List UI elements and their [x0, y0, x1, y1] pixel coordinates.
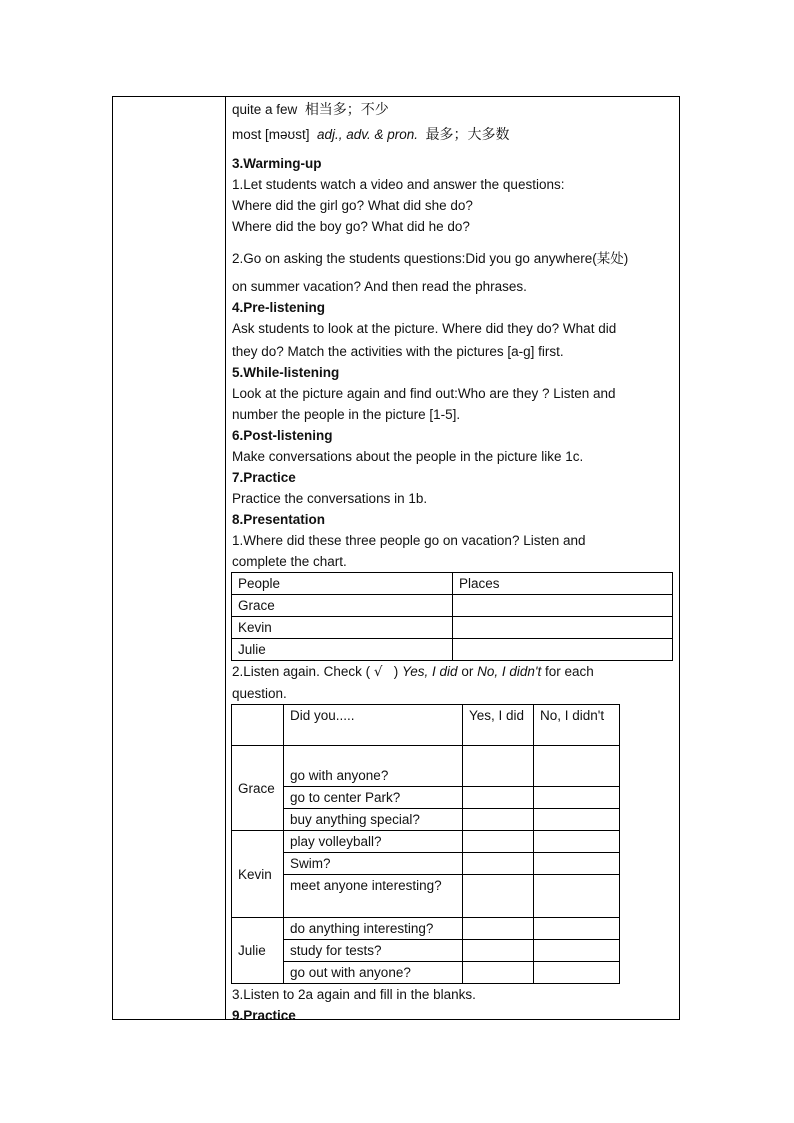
question-cell: go with anyone?: [284, 746, 463, 787]
text-line: Ask students to look at the picture. Where did they do? What did: [232, 321, 617, 336]
person-cell: Julie: [232, 639, 453, 661]
table-row: [232, 918, 620, 940]
group-name-cell: Kevin: [232, 831, 284, 918]
header-cell: Did you.....: [284, 705, 463, 746]
places-cell[interactable]: [453, 595, 673, 617]
yes-cell[interactable]: [463, 962, 534, 984]
no-cell[interactable]: [534, 853, 620, 875]
vocab-word: most: [232, 127, 262, 142]
table-row: [232, 746, 620, 787]
text-line: Make conversations about the people in the picture like 1c.: [232, 449, 584, 464]
text-fragment: for each: [544, 664, 594, 679]
vocab-pos: adj., adv. & pron.: [316, 127, 419, 142]
no-cell[interactable]: [534, 918, 620, 940]
text-line: 2.Go on asking the students questions:Did you go anywhere(某处): [232, 251, 629, 266]
table-row: [232, 940, 620, 962]
question-cell: Swim?: [284, 853, 463, 875]
no-cell[interactable]: [534, 962, 620, 984]
text-line: Look at the picture again and find out:Who are they ? Listen and: [232, 386, 616, 401]
question-cell: do anything interesting?: [284, 918, 463, 940]
question-cell: go out with anyone?: [284, 962, 463, 984]
person-cell: Kevin: [232, 617, 453, 639]
vocab-meaning: 最多；大多数: [425, 127, 510, 143]
table-row: [232, 705, 620, 746]
yes-cell[interactable]: [463, 918, 534, 940]
vocab-most: [232, 124, 676, 146]
places-cell[interactable]: [453, 617, 673, 639]
question-cell: meet anyone interesting?: [284, 875, 463, 918]
text-fragment: 2.Listen again. Check (: [232, 664, 371, 679]
no-cell[interactable]: [534, 940, 620, 962]
header-cell: No, I didn't: [534, 705, 620, 746]
no-cell[interactable]: [534, 875, 620, 918]
text-line: complete the chart.: [232, 554, 347, 569]
no-cell[interactable]: [534, 746, 620, 787]
text-line: 3.Listen to 2a again and fill in the blanks.: [232, 987, 476, 1002]
table-row: [232, 617, 673, 639]
group-name-cell: Julie: [232, 918, 284, 984]
text-line: 1.Let students watch a video and answer the questions:: [232, 177, 565, 192]
section-heading: 8.Presentation: [232, 512, 326, 527]
check-mark-icon: √: [373, 664, 383, 680]
check-chart: [231, 704, 620, 984]
text-fragment: No, I didn't: [477, 664, 542, 679]
header-cell: Yes, I did: [463, 705, 534, 746]
yes-cell[interactable]: [463, 940, 534, 962]
yes-cell[interactable]: [463, 831, 534, 853]
text-line: they do? Match the activities with the pictures [a-g] first.: [232, 344, 564, 359]
text-line: question.: [232, 686, 287, 701]
question-cell: play volleyball?: [284, 831, 463, 853]
section-heading: 4.Pre-listening: [232, 300, 326, 315]
vocab-word: quite a few: [232, 102, 298, 117]
table-row: [232, 639, 673, 661]
text-line: Where did the boy go? What did he do?: [232, 219, 470, 234]
header-cell: People: [232, 573, 453, 595]
yes-cell[interactable]: [463, 875, 534, 918]
table-row: [232, 809, 620, 831]
vocab-meaning: 相当多；不少: [304, 102, 389, 118]
places-cell[interactable]: [453, 639, 673, 661]
text-line: [232, 661, 676, 683]
question-cell: study for tests?: [284, 940, 463, 962]
person-cell: Grace: [232, 595, 453, 617]
text-line: Practice the conversations in 1b.: [232, 491, 428, 506]
header-cell: Places: [453, 573, 673, 595]
no-cell[interactable]: [534, 809, 620, 831]
text-line: 1.Where did these three people go on vacation? Listen and: [232, 533, 586, 548]
group-name-cell: Grace: [232, 746, 284, 831]
question-cell: buy anything special?: [284, 809, 463, 831]
vocab-quite-a-few: [232, 99, 676, 121]
text-line: number the people in the picture [1-5].: [232, 407, 461, 422]
table-row: [232, 573, 673, 595]
table-row: [232, 853, 620, 875]
column-divider: [225, 97, 226, 1019]
section-heading: 6.Post-listening: [232, 428, 333, 443]
section-heading: 5.While-listening: [232, 365, 340, 380]
table-row: [232, 875, 620, 918]
text-line: Where did the girl go? What did she do?: [232, 198, 473, 213]
yes-cell[interactable]: [463, 746, 534, 787]
yes-cell[interactable]: [463, 853, 534, 875]
table-row: [232, 831, 620, 853]
no-cell[interactable]: [534, 787, 620, 809]
text-fragment: or: [461, 664, 474, 679]
text-fragment: Yes, I did: [402, 664, 458, 679]
text-line: on summer vacation? And then read the phrases.: [232, 279, 527, 294]
yes-cell[interactable]: [463, 809, 534, 831]
yes-cell[interactable]: [463, 787, 534, 809]
places-chart: [231, 572, 673, 661]
text-fragment: ): [393, 664, 399, 679]
no-cell[interactable]: [534, 831, 620, 853]
section-heading: 9.Practice: [232, 1008, 296, 1023]
question-cell: go to center Park?: [284, 787, 463, 809]
section-heading: 7.Practice: [232, 470, 296, 485]
vocab-phonetic: [məʊst]: [265, 127, 310, 142]
lesson-table: [112, 96, 680, 1023]
header-cell: [232, 705, 284, 746]
table-row: [232, 595, 673, 617]
section-heading: 3.Warming-up: [232, 156, 322, 171]
table-row: [232, 962, 620, 984]
lesson-content: [232, 99, 676, 1026]
table-row: [232, 787, 620, 809]
